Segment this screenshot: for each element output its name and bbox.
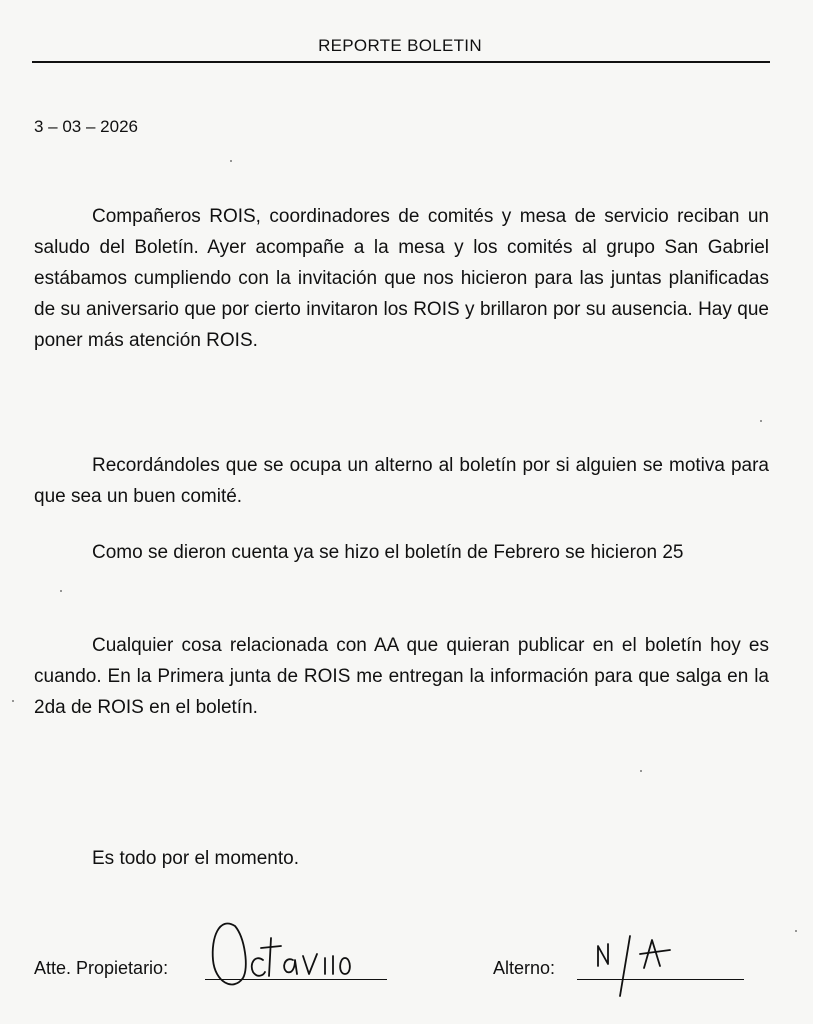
paragraph-alternate-request: Recordándoles que se ocupa un alterno al boletín por si alguien se motiva para que sea un buen comité. bbox=[34, 455, 769, 507]
alternate-handwritten-signature bbox=[590, 930, 685, 1000]
scan-speck bbox=[12, 700, 14, 702]
paragraph-greeting: Compañeros ROIS, coordinadores de comités y mesa de servicio reciban un saludo del Boletín. Ayer acompañe a la mesa y los comités al grupo San Gabriel estábamos cumpliendo con la invitación que nos hicieron para las juntas planificadas de su aniversario que por cierto invitaron los ROIS y brillaron por su ausencia. Hay que poner más atención ROIS. bbox=[34, 206, 769, 351]
paragraph-publication-info: Cualquier cosa relacionada con AA que quieran publicar en el boletín hoy es cuando. En la Primera junta de ROIS me entregan la información para que salga en la 2da de ROIS en el boletín. bbox=[34, 635, 769, 718]
paragraph-february-bulletin: Como se dieron cuenta ya se hizo el boletín de Febrero se hicieron 25 bbox=[92, 542, 684, 563]
owner-signature-label: Atte. Propietario: bbox=[34, 958, 169, 978]
document-title: REPORTE BOLETIN bbox=[318, 36, 482, 55]
scan-speck bbox=[230, 160, 232, 162]
owner-handwritten-signature bbox=[205, 908, 375, 998]
header-divider bbox=[32, 61, 770, 63]
scan-speck bbox=[795, 930, 797, 932]
scan-speck bbox=[760, 420, 762, 422]
document-date: 3 – 03 – 2026 bbox=[34, 117, 138, 136]
alternate-signature-label: Alterno: bbox=[493, 958, 556, 978]
closing-line: Es todo por el momento. bbox=[92, 848, 299, 869]
scan-speck bbox=[640, 770, 642, 772]
scan-speck bbox=[60, 590, 62, 592]
